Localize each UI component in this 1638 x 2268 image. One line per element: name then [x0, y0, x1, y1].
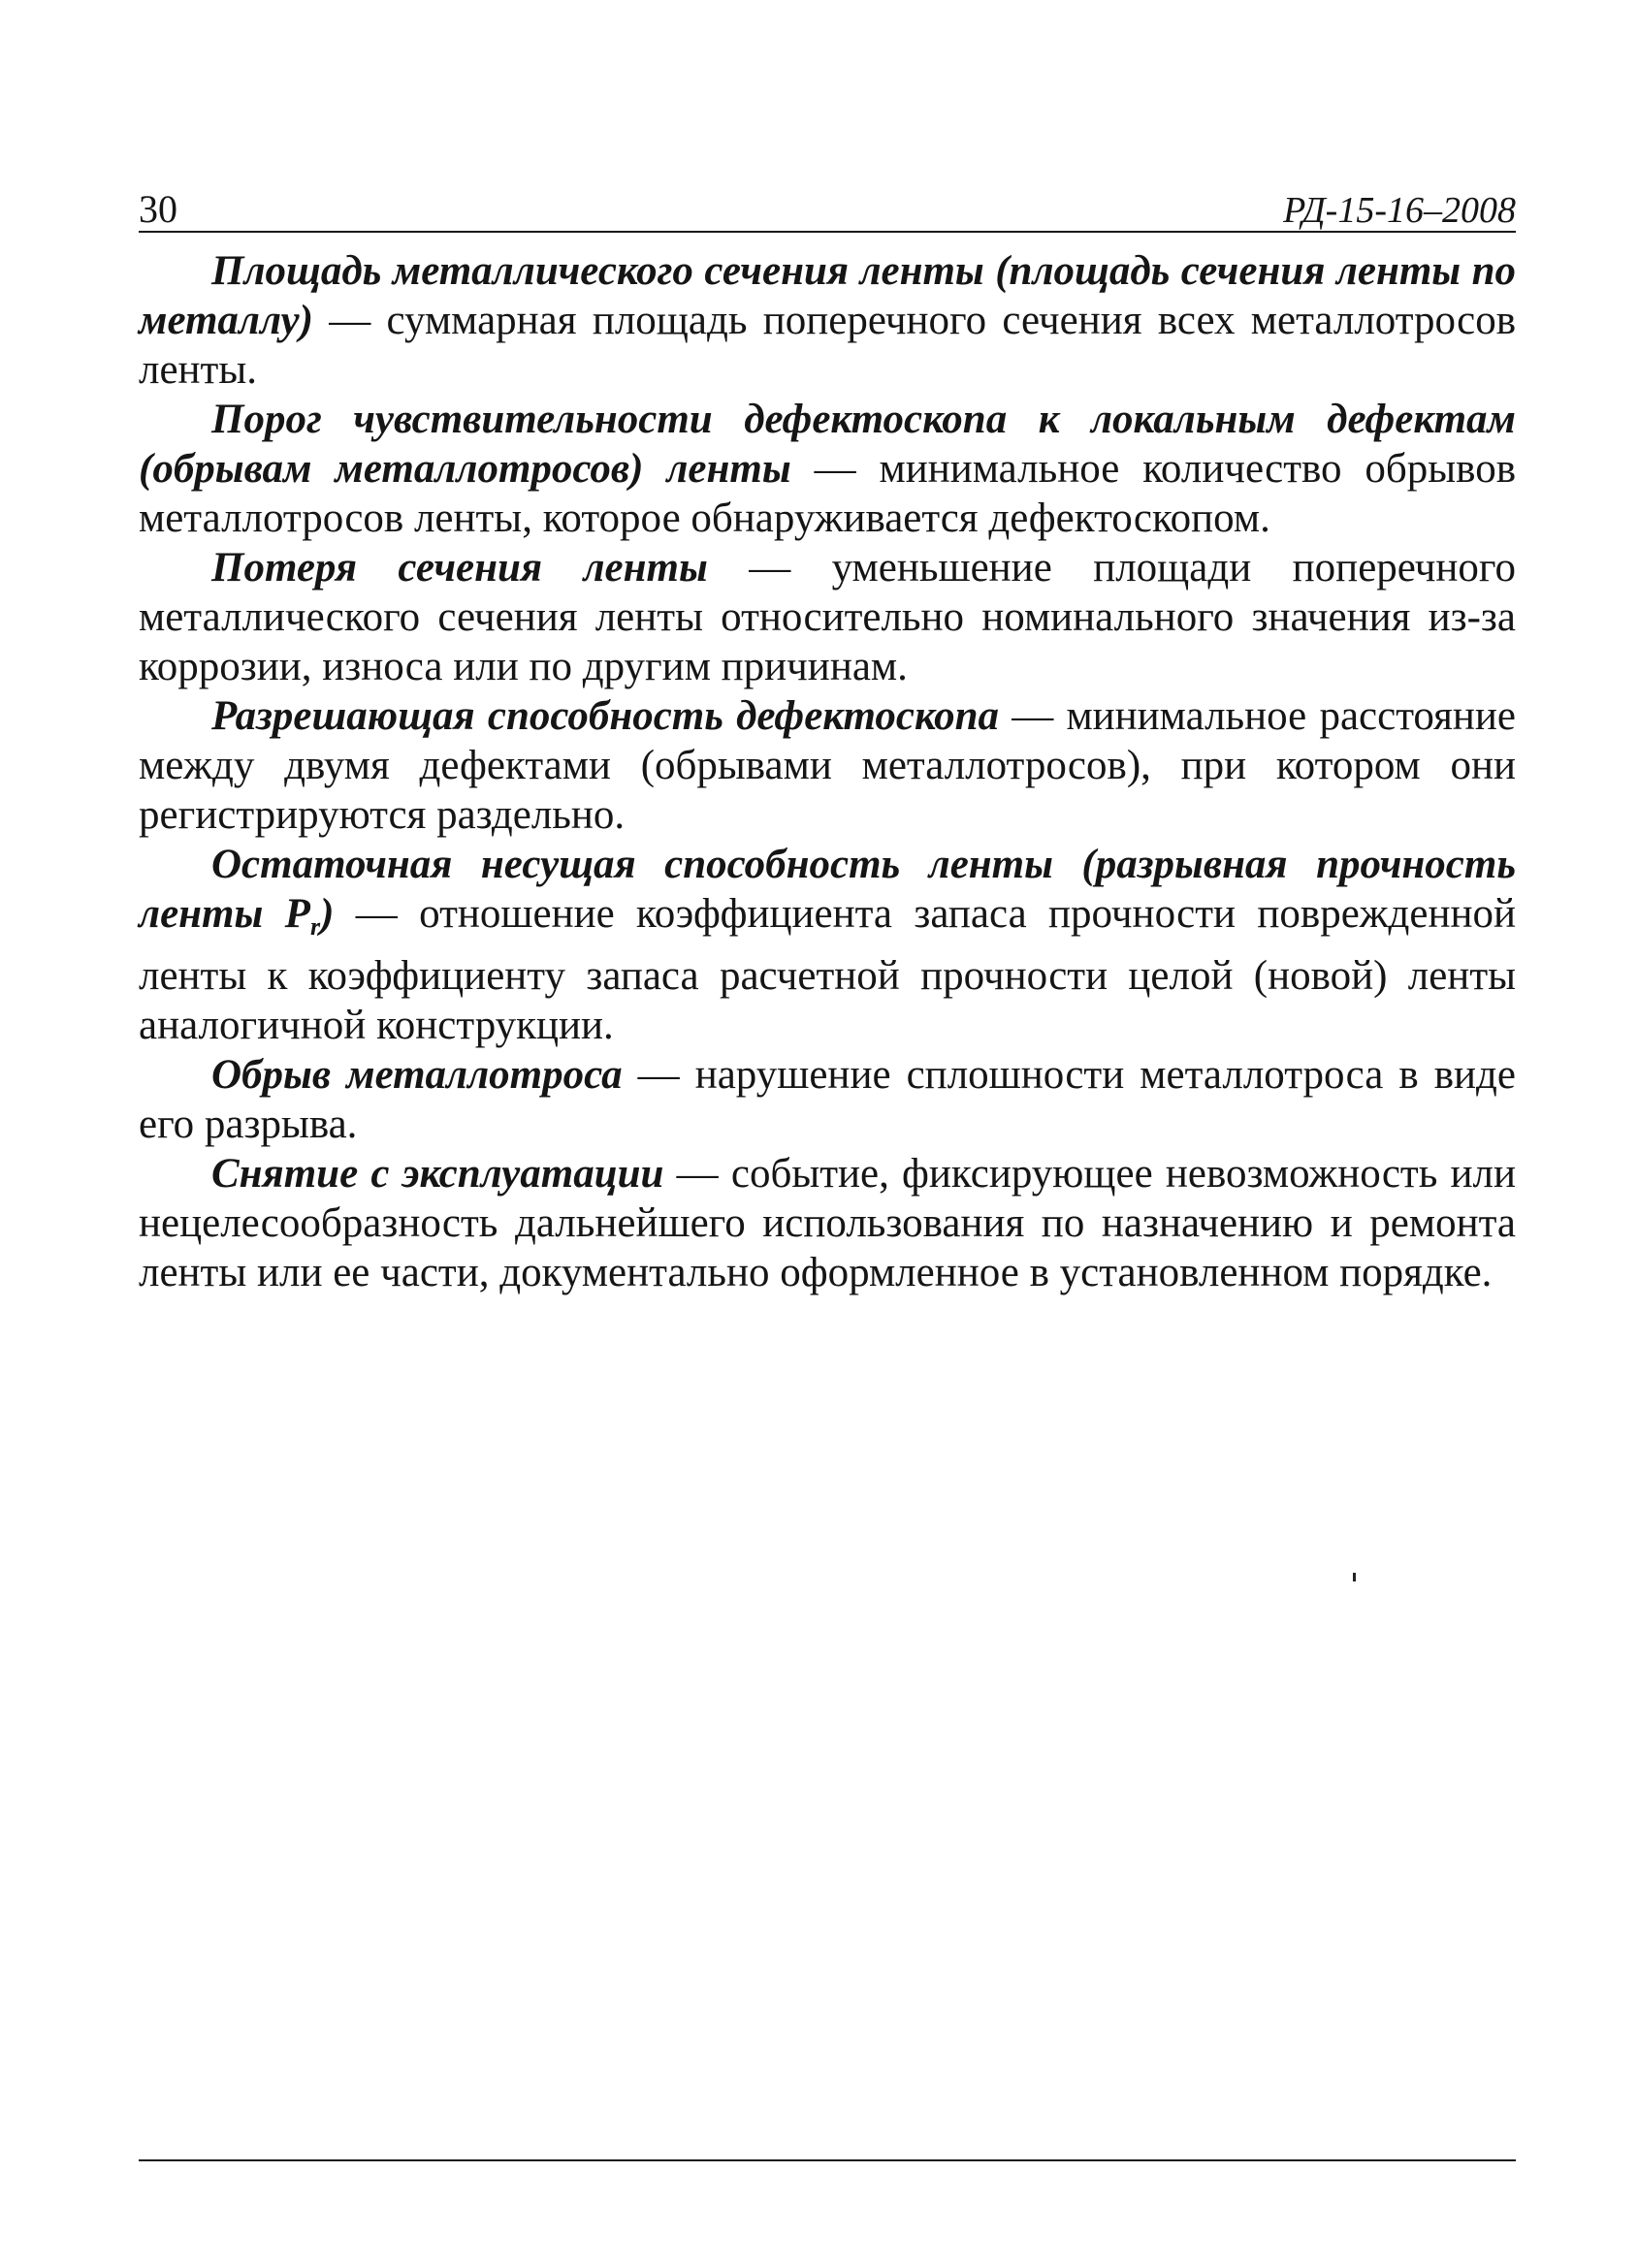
- glossary-entry-sensitivity-threshold: [139, 395, 1516, 543]
- entry-definition: — нарушение сплошности металлотроса в виде его разрыва.: [139, 1052, 1516, 1147]
- entry-term: Порог чувствительности дефектоскопа к локальным дефектам (обрывам металлотросов) ленты: [139, 397, 1516, 492]
- glossary-entry-rope-break: [139, 1050, 1516, 1149]
- page-header: [139, 184, 1516, 233]
- glossary-entry-section-loss: [139, 543, 1516, 691]
- scan-speck: [1353, 1573, 1356, 1581]
- page-number: 30: [139, 187, 177, 231]
- entry-term: Площадь металлического сечения ленты (площадь сечения ленты по металлу): [139, 248, 1516, 343]
- glossary-entry-metal-section-area: [139, 246, 1516, 395]
- entry-term: Потеря сечения ленты: [211, 545, 708, 591]
- entry-term: Обрыв металлотроса: [211, 1052, 623, 1098]
- entry-definition: — отношение коэффициента запаса прочности поврежденной ленты к коэффициенту запаса расчетной прочности целой (новой) ленты аналогичной конструкции.: [139, 891, 1517, 1048]
- entry-term: Остаточная несущая способность ленты (разрывная прочность ленты P: [139, 842, 1516, 937]
- entry-definition: — минимальное количество обрывов металлотросов ленты, которое обнаруживается дефектоскопом.: [139, 446, 1516, 541]
- glossary-entry-decommissioning: [139, 1149, 1516, 1297]
- entry-term-end: ): [320, 891, 335, 937]
- glossary-entry-resolution: [139, 691, 1516, 840]
- entry-term: Разрешающая способность дефектоскопа: [211, 693, 1000, 739]
- glossary-entry-residual-capacity: [139, 840, 1516, 1050]
- glossary-text: [139, 246, 1516, 1297]
- entry-definition: — уменьшение площади поперечного металлического сечения ленты относительно номинального значения из-за коррозии, износа или по другим причинам.: [139, 545, 1516, 689]
- entry-term: Снятие с эксплуатации: [211, 1151, 664, 1197]
- entry-definition: — событие, фиксирующее невозможность или нецелесообразность дальнейшего использования по назначению и ремонта ленты или ее части, документально оформленное в установленном порядке.: [139, 1151, 1516, 1295]
- entry-term-subscript: r: [309, 912, 321, 941]
- document-code: РД-15-16–2008: [1283, 190, 1516, 231]
- entry-definition: — суммарная площадь поперечного сечения всех металлотросов ленты.: [139, 298, 1516, 393]
- footer-rule: [139, 2159, 1516, 2161]
- entry-definition: — минимальное расстояние между двумя дефектами (обрывами металлотросов), при котором они регистрируются раздельно.: [139, 693, 1516, 838]
